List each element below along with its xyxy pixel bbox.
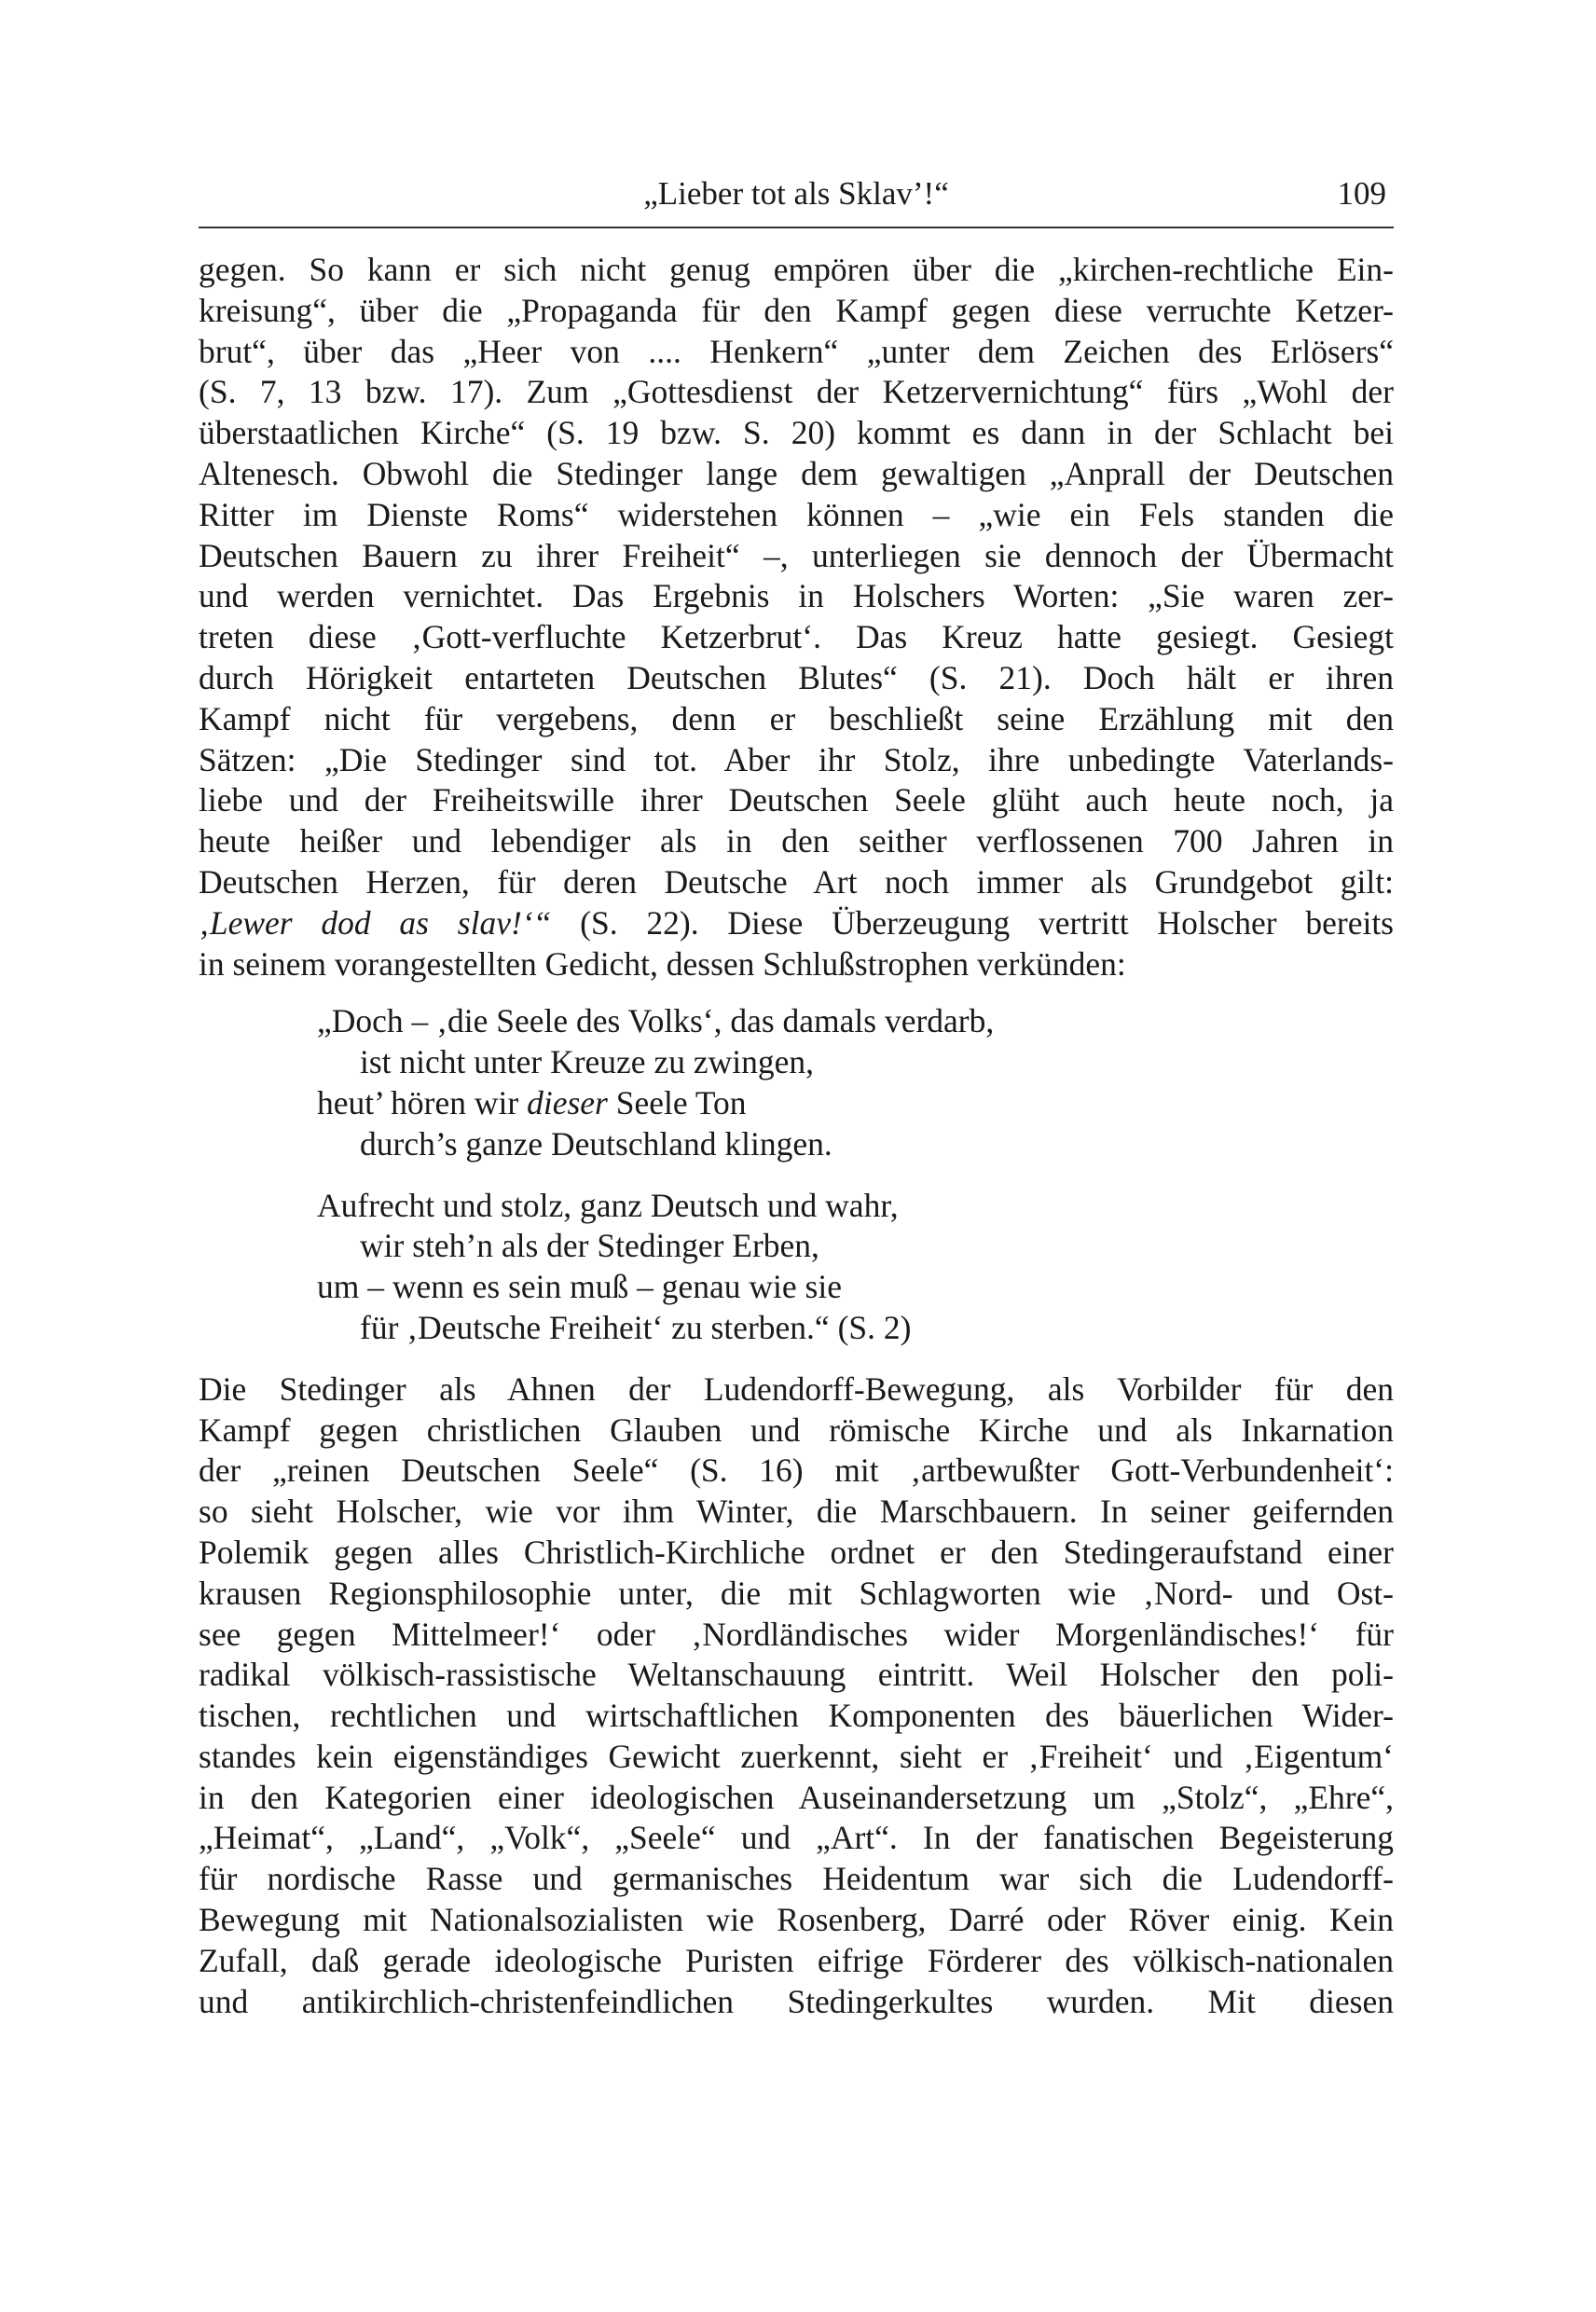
text-line: krausen Regionsphilosophie unter, die mit Schlagworten wie ‚Nord- und Ost- <box>199 1574 1394 1612</box>
italic-word: dieser <box>527 1083 608 1122</box>
text-line: Deutschen Herzen, für deren Deutsche Art noch immer als Grundgebot gilt: <box>199 862 1394 901</box>
text-line: überstaatlichen Kirche“ (S. 19 bzw. S. 20) kommt es dann in der Schlacht bei <box>199 414 1394 452</box>
text-line: „Heimat“, „Land“, „Volk“, „Seele“ und „Art“. In der fanatischen Begeisterung <box>199 1819 1394 1857</box>
verse-line: ist nicht unter Kreuze zu zwingen, <box>360 1043 814 1081</box>
running-title: „Lieber tot als Sklav’!“ <box>643 175 949 212</box>
text-line: in den Kategorien einer ideologischen Auseinandersetzung um „Stolz“, „Ehre“, <box>199 1778 1394 1816</box>
text-line: Bewegung mit Nationalsozialisten wie Rosenberg, Darré oder Röver einig. Kein <box>199 1901 1394 1939</box>
verse-line: „Doch – ‚die Seele des Volks‘, das damals verdarb, <box>317 1002 995 1040</box>
text-line: Die Stedinger als Ahnen der Ludendorff-Bewegung, als Vorbilder für den <box>199 1369 1394 1408</box>
text-line: Ritter im Dienste Roms“ widerstehen können – „wie ein Fels standen die <box>199 495 1394 533</box>
verse-stanza-1 <box>199 1001 1394 1164</box>
text-line: für nordische Rasse und germanisches Heidentum war sich die Ludendorff- <box>199 1860 1394 1898</box>
text-line: see gegen Mittelmeer!‘ oder ‚Nordländisches wider Morgenländisches!‘ für <box>199 1615 1394 1653</box>
text-line <box>199 903 1394 944</box>
text-line: tischen, rechtlichen und wirtschaftlichen Komponenten des bäuerlichen Wider- <box>199 1697 1394 1735</box>
verse-quote <box>199 1001 1394 1348</box>
verse-line <box>199 1083 1394 1124</box>
text-line: der „reinen Deutschen Seele“ (S. 16) mit ‚artbewußter Gott-Verbundenheit‘: <box>199 1452 1394 1490</box>
verse-line: Aufrecht und stolz, ganz Deutsch und wahr, <box>317 1186 899 1224</box>
text-line: brut“, über das „Heer von .... Henkern“ „unter dem Zeichen des Erlösers“ <box>199 332 1394 370</box>
text-line: Polemik gegen alles Christlich-Kirchliche ordnet er den Stedingeraufstand einer <box>199 1533 1394 1571</box>
text-line: heute heißer und lebendiger als in den seither verflossenen 700 Jahren in <box>199 822 1394 860</box>
text-line: und antikirchlich-christenfeindlichen Stedingerkultes wurden. Mit diesen <box>199 1982 1394 2020</box>
page-header <box>199 175 1394 222</box>
verse-line: um – wenn es sein muß – genau wie sie <box>317 1268 842 1306</box>
text-line: so sieht Holscher, wie vor ihm Winter, die Marschbauern. In seiner geifernden <box>199 1493 1394 1531</box>
text-line: Kampf gegen christlichen Glauben und römische Kirche und als Inkarnation <box>199 1411 1394 1449</box>
text-line: kreisung“, über die „Propaganda für den Kampf gegen diese verruchte Ketzer- <box>199 291 1394 329</box>
text-fragment: heut’ hören wir <box>317 1083 528 1122</box>
text-line: durch Hörigkeit entarteten Deutschen Blutes“ (S. 21). Doch hält er ihren <box>199 658 1394 696</box>
text-line: Sätzen: „Die Stedinger sind tot. Aber ihr Stolz, ihre unbedingte Vaterlands- <box>199 740 1394 778</box>
verse-line: wir steh’n als der Stedinger Erben, <box>360 1227 819 1265</box>
paragraph-1 <box>199 250 1394 984</box>
text-line: und werden vernichtet. Das Ergebnis in Holschers Worten: „Sie waren zer- <box>199 577 1394 615</box>
paragraph-2 <box>199 1369 1394 2023</box>
text-fragment: (S. 22). Diese Überzeugung vertritt Holscher bereits <box>551 903 1394 942</box>
verse-line: für ‚Deutsche Freiheit‘ zu sterben.“ (S. 2) <box>360 1308 912 1346</box>
text-line: Altenesch. Obwohl die Stedinger lange dem gewaltigen „Anprall der Deutschen <box>199 454 1394 492</box>
body-text <box>199 250 1394 2022</box>
text-line: radikal völkisch-rassistische Weltanschauung eintritt. Weil Holscher den poli- <box>199 1656 1394 1694</box>
text-line: treten diese ‚Gott-verfluchte Ketzerbrut‘. Das Kreuz hatte gesiegt. Gesiegt <box>199 618 1394 656</box>
verse-stanza-2 <box>199 1186 1394 1349</box>
italic-quote: ‚Lewer dod as slav!‘“ <box>199 903 552 942</box>
text-fragment: Seele Ton <box>607 1083 747 1122</box>
text-line: Kampf nicht für vergebens, denn er beschließt seine Erzählung mit den <box>199 699 1394 737</box>
verse-line: durch’s ganze Deutschland klingen. <box>360 1124 832 1163</box>
header-rule <box>199 227 1394 228</box>
text-line: standes kein eigenständiges Gewicht zuerkennt, sieht er ‚Freiheit‘ und ‚Eigentum‘ <box>199 1737 1394 1775</box>
text-line: Deutschen Bauern zu ihrer Freiheit“ –, unterliegen sie dennoch der Übermacht <box>199 536 1394 574</box>
text-line: (S. 7, 13 bzw. 17). Zum „Gottesdienst der Ketzervernichtung“ fürs „Wohl der <box>199 373 1394 411</box>
page-number: 109 <box>1337 175 1386 212</box>
text-line: liebe und der Freiheitswille ihrer Deutschen Seele glüht auch heute noch, ja <box>199 781 1394 819</box>
text-line: Zufall, daß gerade ideologische Puristen eifrige Förderer des völkisch-nationalen <box>199 1941 1394 1979</box>
text-line: in seinem vorangestellten Gedicht, dessen Schlußstrophen verkünden: <box>199 944 1126 983</box>
text-line: gegen. So kann er sich nicht genug empören über die „kirchen-rechtliche Ein- <box>199 251 1394 288</box>
